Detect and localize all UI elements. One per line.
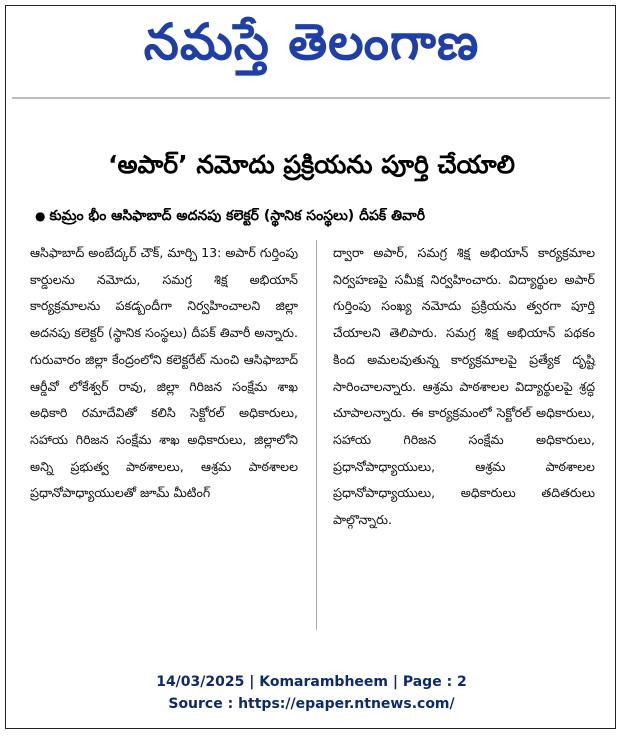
bullet-icon: ●: [35, 209, 46, 223]
column-divider: [316, 240, 317, 630]
article-headline: ‘అపార్’ నమోదు ప్రక్రియను పూర్తి చేయాలి: [108, 150, 515, 179]
footer-date-edition: 14/03/2025 | Komarambheem | Page : 2: [156, 674, 467, 690]
masthead-divider: [12, 97, 610, 99]
article-subhead: [35, 205, 610, 227]
footer-source: Source : https://epaper.ntnews.com/: [168, 696, 455, 712]
newspaper-masthead: నమస్తే తెలంగాణ: [143, 13, 480, 71]
article-column-right: ద్వారా అపార్, సమగ్ర శిక్ష అభియాన్ కార్యక్రమాల నిర్వహణపై సమీక్ష నిర్వహించారు. విద్యార్థుల అపార్ గుర్తింపు సంఖ్య నమోదు ప్రక్రియను త్వరగా పూర్తి చేయాలని తెలిపారు. సమగ్ర శిక్ష అభియాన్ పథకం కింద అమలవుతున్న కార్యక్రమాలపై ప్రత్యేక దృష్టి సారించాలన్నారు. ఆశ్రమ పాఠశాలల విద్యార్థులపై శ్రద్ధ చూపాలన్నారు. ఈ కార్యక్రమంలో సెక్టోరల్ అధికారులు, సహాయ గిరిజన సంక్షేమ అధికారులు, ప్రధానోపాధ్యాయులు, ఆశ్రమ పాఠశాలల ప్రధానోపాధ్యాయులు, అధికారులు తదితరులు పాల్గొన్నారు.: [333, 245, 595, 528]
article-column-left: ఆసిఫాబాద్ అంబేద్కర్ చౌక్, మార్చి 13: అపార్ గుర్తింపు కార్డులను నమోదు, సమగ్ర శిక్ష అభియాన్ కార్యక్రమాలను పకడ్బందీగా నిర్వహించాలని జిల్లా అదనపు కలెక్టర్ (స్థానిక సంస్థలు) దీపక్ తివారీ అన్నారు. గురువారం జిల్లా కేంద్రంలోని కలెక్టరేట్ నుంచి ఆసిఫాబాద్ ఆర్డీవో లోకేశ్వర్ రావు, జిల్లా గిరిజన సంక్షేమ శాఖ అధికారి రమాదేవితో కలిసి సెక్టోరల్ అధికారులు, సహాయ గిరిజన సంక్షేమ శాఖ అధికారులు, జిల్లాలోని అన్ని ప్రభుత్వ పాఠశాలలు, ఆశ్రమ పాఠశాలల ప్రధానోపాధ్యాయులతో జూమ్ మీటింగ్: [30, 245, 299, 501]
article-subhead-text: కుమ్రం భీం ఆసిఫాబాద్ అదనపు కలెక్టర్ (స్థానిక సంస్థలు) దీపక్ తివారీ: [49, 208, 426, 224]
